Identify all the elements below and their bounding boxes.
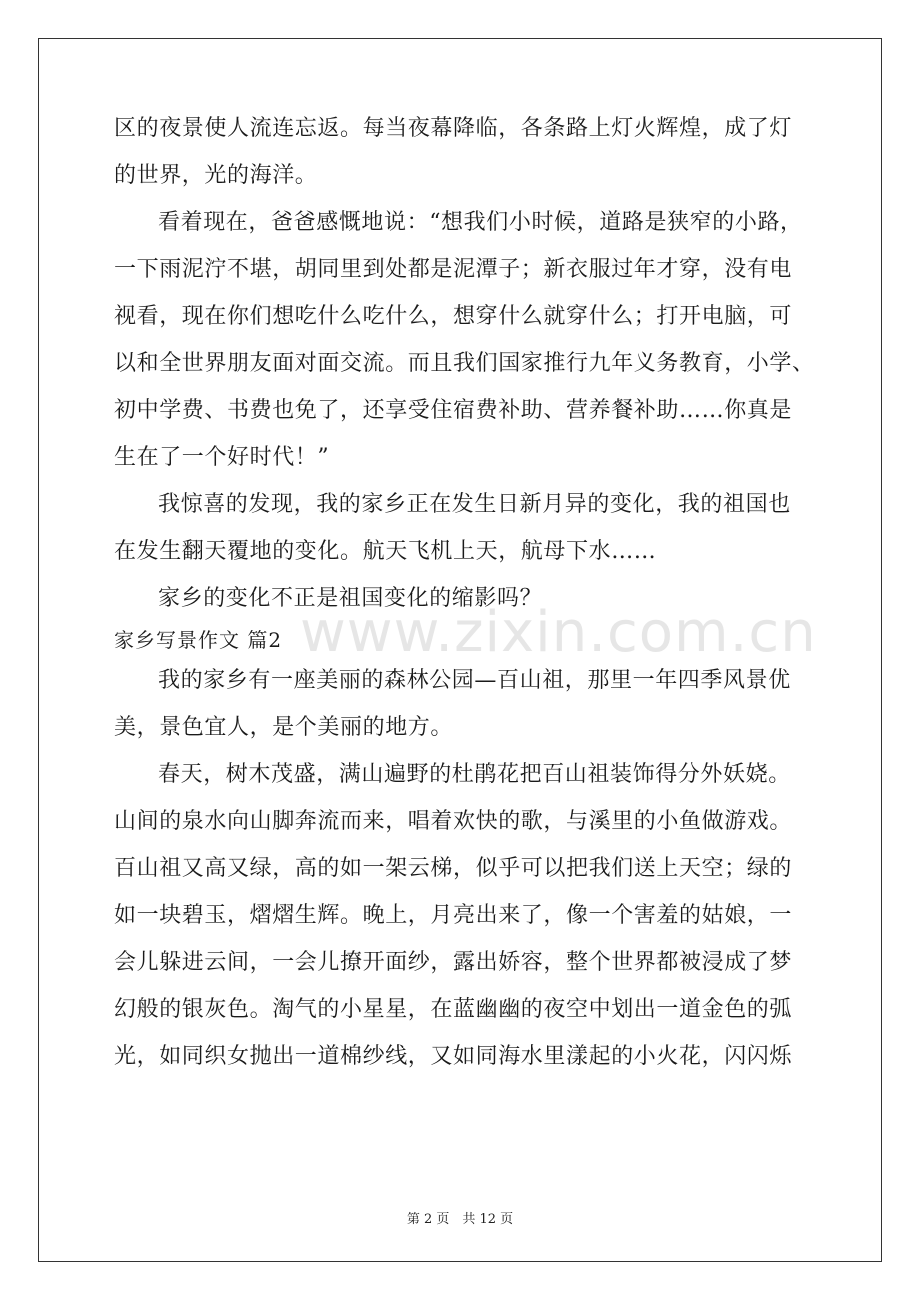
section-heading: 家乡写景作文 篇2 [114, 628, 283, 652]
watermark: www.zixin.com.cn [300, 600, 817, 665]
text-line: 幻般的银灰色。淘气的小星星，在蓝幽幽的夜空中划出一道金色的弧 [114, 997, 793, 1022]
paragraph-start: 看着现在，爸爸感慨地说：“想我们小时候，道路是狭窄的小路， [158, 210, 803, 235]
paragraph-start: 我惊喜的发现，我的家乡正在发生日新月异的变化，我的祖国也 [158, 492, 791, 517]
text-line: 会儿躲进云间，一会儿撩开面纱，露出娇容，整个世界都被浸成了梦 [114, 950, 793, 975]
text-line: 在发生翻天覆地的变化。航天飞机上天，航母下水…… [114, 539, 657, 564]
text-line: 区的夜景使人流连忘返。每当夜幕降临，各条路上灯火辉煌，成了灯 [114, 116, 793, 141]
text-line: 如一块碧玉，熠熠生辉。晚上，月亮出来了，像一个害羞的姑娘，一 [114, 903, 793, 928]
paragraph-start: 家乡的变化不正是祖国变化的缩影吗？ [158, 586, 543, 611]
text-line: 光，如同织女抛出一道棉纱线，又如同海水里漾起的小火花，闪闪烁 [114, 1044, 793, 1069]
page-footer: 第 2 页 共 12 页 [406, 1212, 514, 1227]
text-line: 初中学费、书费也免了，还享受住宿费补助、营养餐补助……你真是 [114, 398, 793, 423]
text-line: 山间的泉水向山脚奔流而来，唱着欢快的歌，与溪里的小鱼做游戏。 [114, 809, 793, 834]
text-line: 的世界，光的海洋。 [114, 163, 318, 188]
document-body [114, 118, 814, 1093]
text-line: 视看，现在你们想吃什么吃什么，想穿什么就穿什么；打开电脑，可 [114, 304, 793, 329]
text-line: 生在了一个好时代！” [114, 445, 330, 470]
paragraph-start: 春天，树木茂盛，满山遍野的杜鹃花把百山祖装饰得分外妖娆。 [158, 762, 791, 787]
text-line: 一下雨泥泞不堪，胡同里到处都是泥潭子；新衣服过年才穿，没有电 [114, 257, 793, 282]
text-line: 百山祖又高又绿，高的如一架云梯，似乎可以把我们送上天空；绿的 [114, 856, 793, 881]
paragraph-start: 我的家乡有一座美丽的森林公园—百山祖，那里一年四季风景优 [158, 668, 791, 693]
text-line: 美，景色宜人，是个美丽的地方。 [114, 715, 454, 740]
text-line: 以和全世界朋友面对面交流。而且我们国家推行九年义务教育，小学、 [114, 351, 815, 376]
